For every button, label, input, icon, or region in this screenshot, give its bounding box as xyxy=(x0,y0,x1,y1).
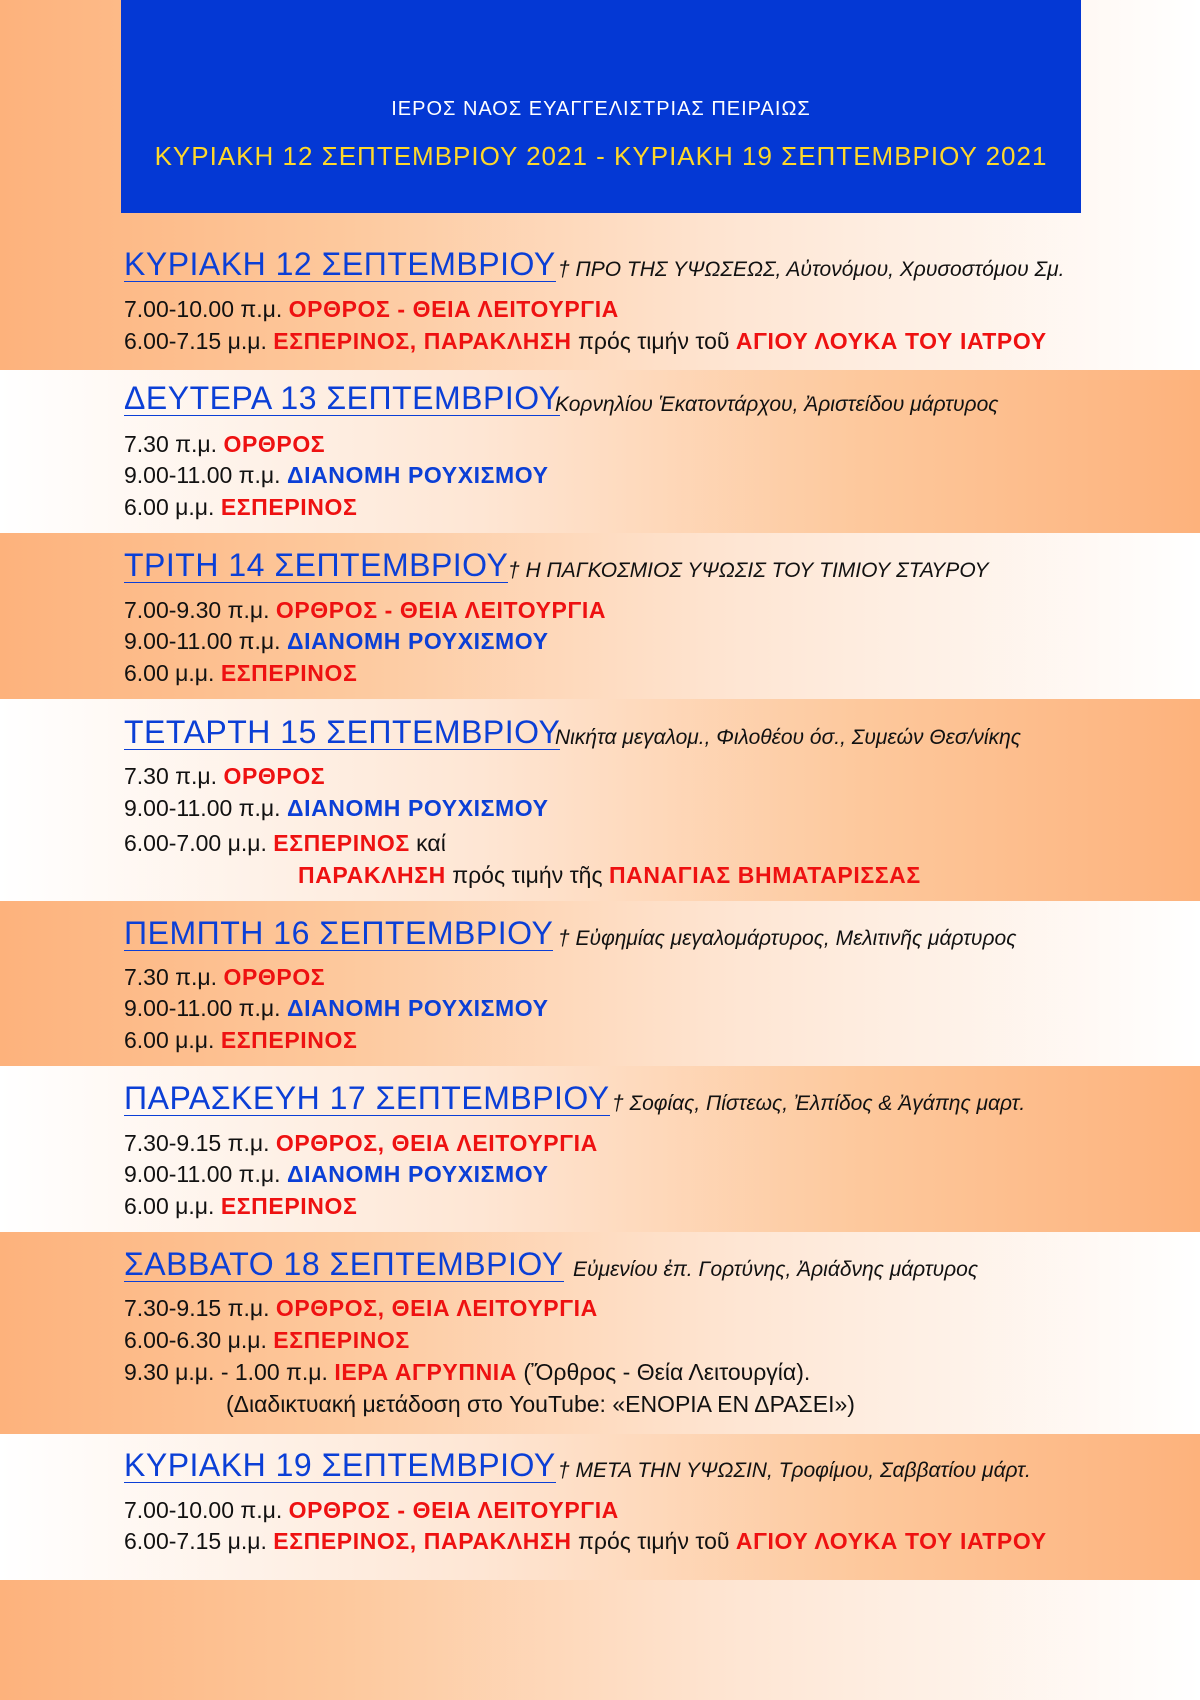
day-title: ΠΕΜΠΤΗ 16 ΣΕΠΤΕΜΒΡΙΟΥ xyxy=(124,915,554,951)
service-note: (Ὄρθρος - Θεία Λειτουργία). xyxy=(516,1359,811,1385)
service-line xyxy=(124,327,1047,355)
day-wednesday-15 xyxy=(124,716,560,750)
service-line xyxy=(124,1129,598,1157)
service-name: ΕΣΠΕΡΙΝΟΣ xyxy=(273,1327,410,1353)
service-time: 9.00-11.00 π.μ. xyxy=(124,462,287,488)
service-line xyxy=(124,596,606,624)
service-time: 7.00-10.00 π.μ. xyxy=(124,296,289,322)
service-line xyxy=(124,461,549,489)
day-title: ΔΕΥΤΕΡΑ 13 ΣΕΠΤΕΜΒΡΙΟΥ xyxy=(124,380,561,416)
service-name: ΙΕΡΑ ΑΓΡΥΠΝΙΑ xyxy=(334,1359,517,1385)
church-name: ΙΕΡΟΣ ΝΑΟΣ ΕΥΑΓΓΕΛΙΣΤΡΙΑΣ ΠΕΙΡΑΙΩΣ xyxy=(391,98,811,120)
service-line xyxy=(124,1527,1047,1555)
service-name: ΕΣΠΕΡΙΝΟΣ xyxy=(220,494,358,520)
service-name: ΕΣΠΕΡΙΝΟΣ xyxy=(220,660,358,686)
service-name: ΕΣΠΕΡΙΝΟΣ, ΠΑΡΑΚΛΗΣΗ xyxy=(273,1528,572,1554)
service-time: 6.00 μ.μ. xyxy=(124,494,221,520)
service-name: ΕΣΠΕΡΙΝΟΣ xyxy=(273,830,410,856)
service-name: ΔΙΑΝΟΜΗ ΡΟΥΧΙΣΜΟΥ xyxy=(286,628,549,654)
service-time: 7.30-9.15 π.μ. xyxy=(124,1130,276,1156)
service-name: ΟΡΘΡΟΣ, ΘΕΙΑ ΛΕΙΤΟΥΡΓΙΑ xyxy=(275,1130,598,1156)
service-line xyxy=(298,861,921,889)
service-name: ΟΡΘΡΟΣ xyxy=(223,431,326,457)
service-line xyxy=(124,794,549,822)
service-name: ΔΙΑΝΟΜΗ ΡΟΥΧΙΣΜΟΥ xyxy=(286,795,549,821)
day-sunday-19 xyxy=(124,1449,556,1483)
service-name: ΟΡΘΡΟΣ - ΘΕΙΑ ΛΕΙΤΟΥΡΓΙΑ xyxy=(275,597,607,623)
service-name: ΟΡΘΡΟΣ xyxy=(223,964,326,990)
broadcast-text: (Διαδικτυακή μετάδοση στο YouTube: «ΕΝΟΡΙΑ ΕΝ ΔΡΑΣΕΙ») xyxy=(226,1391,855,1417)
service-time: 7.00-10.00 π.μ. xyxy=(124,1497,289,1523)
day-saints: Κορνηλίου Ἑκατοντάρχου, Ἀριστείδου μάρτυρος xyxy=(555,393,999,416)
service-time: 7.30 π.μ. xyxy=(124,763,224,789)
day-saints: † Η ΠΑΓΚΟΣΜΙΟΣ ΥΨΩΣΙΣ ΤΟΥ ΤΙΜΙΟΥ ΣΤΑΥΡΟΥ xyxy=(508,559,989,582)
service-time: 7.30 π.μ. xyxy=(124,431,224,457)
service-time: 6.00 μ.μ. xyxy=(124,1027,221,1053)
service-line xyxy=(124,1496,619,1524)
service-line xyxy=(124,994,549,1022)
service-name: ΟΡΘΡΟΣ - ΘΕΙΑ ΛΕΙΤΟΥΡΓΙΑ xyxy=(288,1497,619,1523)
service-dedication: ΠΑΝΑΓΙΑΣ ΒΗΜΑΤΑΡΙΣΣΑΣ xyxy=(608,862,921,888)
day-thursday-16 xyxy=(124,917,553,951)
service-name: ΟΡΘΡΟΣ, ΘΕΙΑ ΛΕΙΤΟΥΡΓΙΑ xyxy=(275,1295,598,1321)
day-saints: † Σοφίας, Πίστεως, Ἐλπίδος & Ἀγάπης μαρτ. xyxy=(612,1092,1026,1115)
service-name: ΔΙΑΝΟΜΗ ΡΟΥΧΙΣΜΟΥ xyxy=(286,995,549,1021)
service-line xyxy=(124,829,446,857)
service-name: ΟΡΘΡΟΣ xyxy=(223,763,326,789)
day-saints: † ΠΡΟ ΤΗΣ ΥΨΩΣΕΩΣ, Αὐτονόμου, Χρυσοστόμου Σμ. xyxy=(558,258,1065,281)
service-line xyxy=(124,659,357,687)
page-header xyxy=(121,0,1081,213)
band-9 xyxy=(0,1580,1200,1700)
service-line xyxy=(124,1160,549,1188)
service-time: 6.00-7.15 μ.μ. xyxy=(124,328,274,354)
service-name: ΕΣΠΕΡΙΝΟΣ xyxy=(220,1027,358,1053)
day-title: ΤΡΙΤΗ 14 ΣΕΠΤΕΜΒΡΙΟΥ xyxy=(124,547,509,583)
service-time: 9.00-11.00 π.μ. xyxy=(124,995,287,1021)
service-note: καί xyxy=(409,830,446,856)
service-dedication: ΑΓΙΟΥ ΛΟΥΚΑ ΤΟΥ ΙΑΤΡΟΥ xyxy=(735,328,1047,354)
service-line xyxy=(124,762,325,790)
service-note: πρός τιμήν τῆς xyxy=(445,862,609,888)
day-title: ΣΑΒΒΑΤΟ 18 ΣΕΠΤΕΜΒΡΙΟΥ xyxy=(124,1246,564,1282)
service-time: 6.00 μ.μ. xyxy=(124,660,221,686)
service-time: 9.00-11.00 π.μ. xyxy=(124,795,287,821)
service-line xyxy=(124,1192,357,1220)
day-title: ΚΥΡΙΑΚΗ 12 ΣΕΠΤΕΜΒΡΙΟΥ xyxy=(124,246,556,282)
day-sunday-12 xyxy=(124,248,556,282)
day-tuesday-14 xyxy=(124,549,508,583)
service-line xyxy=(124,1294,598,1322)
day-saturday-18 xyxy=(124,1248,564,1282)
service-time: 9.00-11.00 π.μ. xyxy=(124,1161,287,1187)
service-name: ΟΡΘΡΟΣ - ΘΕΙΑ ΛΕΙΤΟΥΡΓΙΑ xyxy=(288,296,619,322)
service-time: 6.00-7.15 μ.μ. xyxy=(124,1528,274,1554)
day-monday-13 xyxy=(124,382,560,416)
day-saints: † ΜΕΤΑ ΤΗΝ ΥΨΩΣΙΝ, Τροφίμου, Σαββατίου μάρτ. xyxy=(558,1459,1031,1482)
service-time: 9.00-11.00 π.μ. xyxy=(124,628,287,654)
service-name: ΕΣΠΕΡΙΝΟΣ, ΠΑΡΑΚΛΗΣΗ xyxy=(273,328,572,354)
day-saints: Εὐμενίου ἐπ. Γορτύνης, Ἀριάδνης μάρτυρος xyxy=(573,1258,979,1281)
service-note: πρός τιμήν τοῦ xyxy=(571,1528,736,1554)
service-line xyxy=(124,1026,357,1054)
service-name: ΕΣΠΕΡΙΝΟΣ xyxy=(220,1193,358,1219)
service-name: ΔΙΑΝΟΜΗ ΡΟΥΧΙΣΜΟΥ xyxy=(286,1161,549,1187)
day-title: ΚΥΡΙΑΚΗ 19 ΣΕΠΤΕΜΒΡΙΟΥ xyxy=(124,1447,556,1483)
service-time: 6.00-7.00 μ.μ. xyxy=(124,830,274,856)
day-friday-17 xyxy=(124,1082,610,1116)
service-note: πρός τιμήν τοῦ xyxy=(571,328,736,354)
service-name: ΠΑΡΑΚΛΗΣΗ xyxy=(298,862,446,888)
service-line xyxy=(124,493,357,521)
service-name: ΔΙΑΝΟΜΗ ΡΟΥΧΙΣΜΟΥ xyxy=(286,462,549,488)
service-line xyxy=(124,1326,410,1354)
service-time: 7.30-9.15 π.μ. xyxy=(124,1295,276,1321)
service-time: 9.30 μ.μ. - 1.00 π.μ. xyxy=(124,1359,335,1385)
day-title: ΠΑΡΑΣΚΕΥΗ 17 ΣΕΠΤΕΜΒΡΙΟΥ xyxy=(124,1080,610,1116)
day-saints: Νικήτα μεγαλομ., Φιλοθέου όσ., Συμεών Θεσ/νίκης xyxy=(555,726,1021,749)
broadcast-note xyxy=(226,1390,855,1418)
service-line xyxy=(124,295,619,323)
service-line xyxy=(124,430,325,458)
service-time: 7.30 π.μ. xyxy=(124,964,224,990)
service-line xyxy=(124,1358,810,1386)
service-line xyxy=(124,627,549,655)
day-title: ΤΕΤΑΡΤΗ 15 ΣΕΠΤΕΜΒΡΙΟΥ xyxy=(124,714,561,750)
service-line xyxy=(124,963,325,991)
date-range: ΚΥΡΙΑΚΗ 12 ΣΕΠΤΕΜΒΡΙΟΥ 2021 - ΚΥΡΙΑΚΗ 19 ΣΕΠΤΕΜΒΡΙΟΥ 2021 xyxy=(154,141,1048,171)
service-time: 6.00-6.30 μ.μ. xyxy=(124,1327,274,1353)
service-time: 7.00-9.30 π.μ. xyxy=(124,597,276,623)
service-time: 6.00 μ.μ. xyxy=(124,1193,221,1219)
day-saints: † Εὐφημίας μεγαλομάρτυρος, Μελιτινῆς μάρτυρος xyxy=(558,927,1017,950)
service-dedication: ΑΓΙΟΥ ΛΟΥΚΑ ΤΟΥ ΙΑΤΡΟΥ xyxy=(735,1528,1047,1554)
